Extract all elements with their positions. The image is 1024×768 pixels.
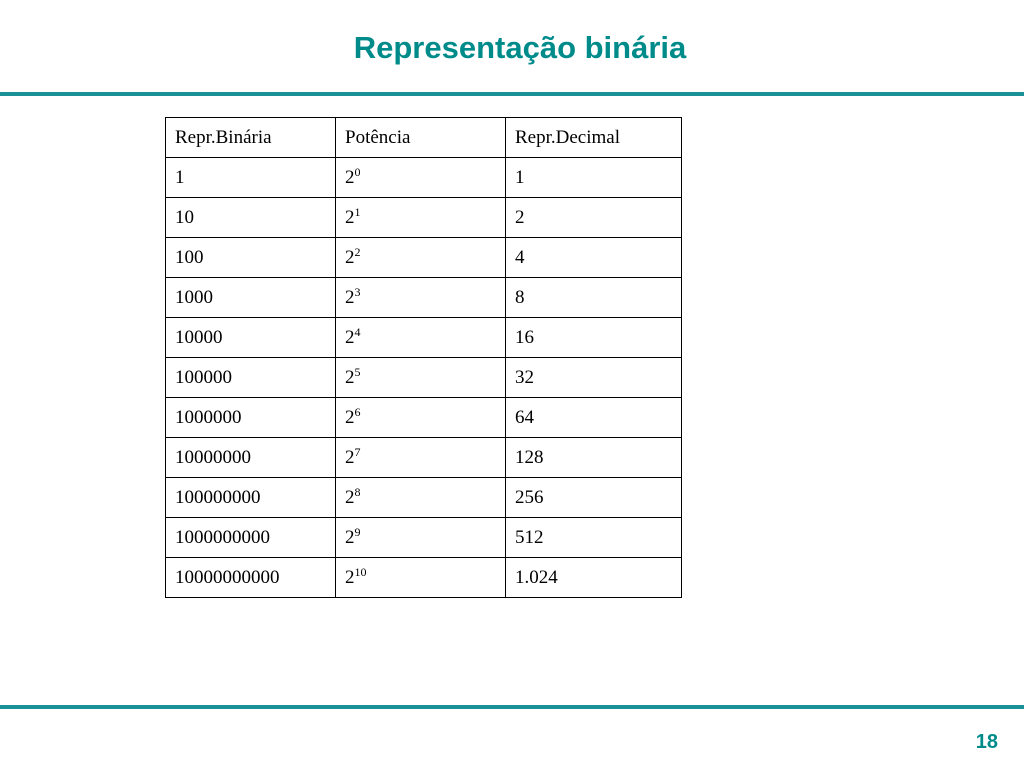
table-body (166, 158, 682, 598)
power-cell (336, 358, 506, 398)
power-exponent: 2 (354, 244, 361, 259)
power-exponent: 6 (354, 404, 361, 419)
power-cell (336, 278, 506, 318)
decimal-cell: 256 (506, 478, 682, 518)
power-base: 2 (345, 326, 355, 348)
table-row (166, 238, 682, 278)
binary-representation-table (165, 117, 682, 598)
power-exponent: 10 (354, 564, 367, 579)
slide-title: Representação binária (353, 30, 687, 65)
decimal-cell: 1.024 (506, 558, 682, 598)
binary-cell: 1000000 (166, 398, 336, 438)
power-cell (336, 478, 506, 518)
power-exponent: 8 (354, 484, 361, 499)
power-exponent: 9 (354, 524, 361, 539)
top-divider (0, 92, 1024, 96)
binary-cell: 10000000000 (166, 558, 336, 598)
power-base: 2 (345, 206, 355, 228)
power-cell (336, 558, 506, 598)
table-row (166, 518, 682, 558)
power-cell (336, 318, 506, 358)
decimal-cell: 4 (506, 238, 682, 278)
power-exponent: 5 (354, 364, 361, 379)
decimal-cell: 16 (506, 318, 682, 358)
table-row (166, 438, 682, 478)
power-base: 2 (345, 246, 355, 268)
power-exponent: 3 (354, 284, 361, 299)
power-cell (336, 158, 506, 198)
power-base: 2 (345, 446, 355, 468)
binary-cell: 10000000 (166, 438, 336, 478)
binary-cell: 100 (166, 238, 336, 278)
table-row (166, 318, 682, 358)
power-exponent: 1 (354, 204, 361, 219)
decimal-cell: 8 (506, 278, 682, 318)
table-row (166, 278, 682, 318)
binary-cell: 100000000 (166, 478, 336, 518)
table-row (166, 358, 682, 398)
decimal-cell: 1 (506, 158, 682, 198)
power-base: 2 (345, 406, 355, 428)
header-binary: Repr.Binária (166, 118, 336, 158)
table-row (166, 198, 682, 238)
power-cell (336, 518, 506, 558)
power-cell (336, 198, 506, 238)
header-decimal: Repr.Decimal (506, 118, 682, 158)
binary-cell: 1000000000 (166, 518, 336, 558)
binary-cell: 1000 (166, 278, 336, 318)
table-row (166, 478, 682, 518)
power-cell (336, 398, 506, 438)
power-base: 2 (345, 366, 355, 388)
power-cell (336, 238, 506, 278)
header-power: Potência (336, 118, 506, 158)
decimal-cell: 512 (506, 518, 682, 558)
decimal-cell: 64 (506, 398, 682, 438)
table-header-row (166, 118, 682, 158)
table-row (166, 558, 682, 598)
power-base: 2 (345, 566, 355, 588)
decimal-cell: 128 (506, 438, 682, 478)
power-base: 2 (345, 486, 355, 508)
table-row (166, 158, 682, 198)
binary-cell: 10000 (166, 318, 336, 358)
decimal-cell: 32 (506, 358, 682, 398)
power-exponent: 0 (354, 164, 361, 179)
page-number: 18 (975, 731, 998, 753)
bottom-divider (0, 705, 1024, 709)
binary-cell: 1 (166, 158, 336, 198)
power-exponent: 7 (354, 444, 361, 459)
table-row (166, 398, 682, 438)
power-base: 2 (345, 286, 355, 308)
power-base: 2 (345, 166, 355, 188)
power-exponent: 4 (354, 324, 361, 339)
power-base: 2 (345, 526, 355, 548)
binary-cell: 100000 (166, 358, 336, 398)
power-cell (336, 438, 506, 478)
binary-cell: 10 (166, 198, 336, 238)
decimal-cell: 2 (506, 198, 682, 238)
